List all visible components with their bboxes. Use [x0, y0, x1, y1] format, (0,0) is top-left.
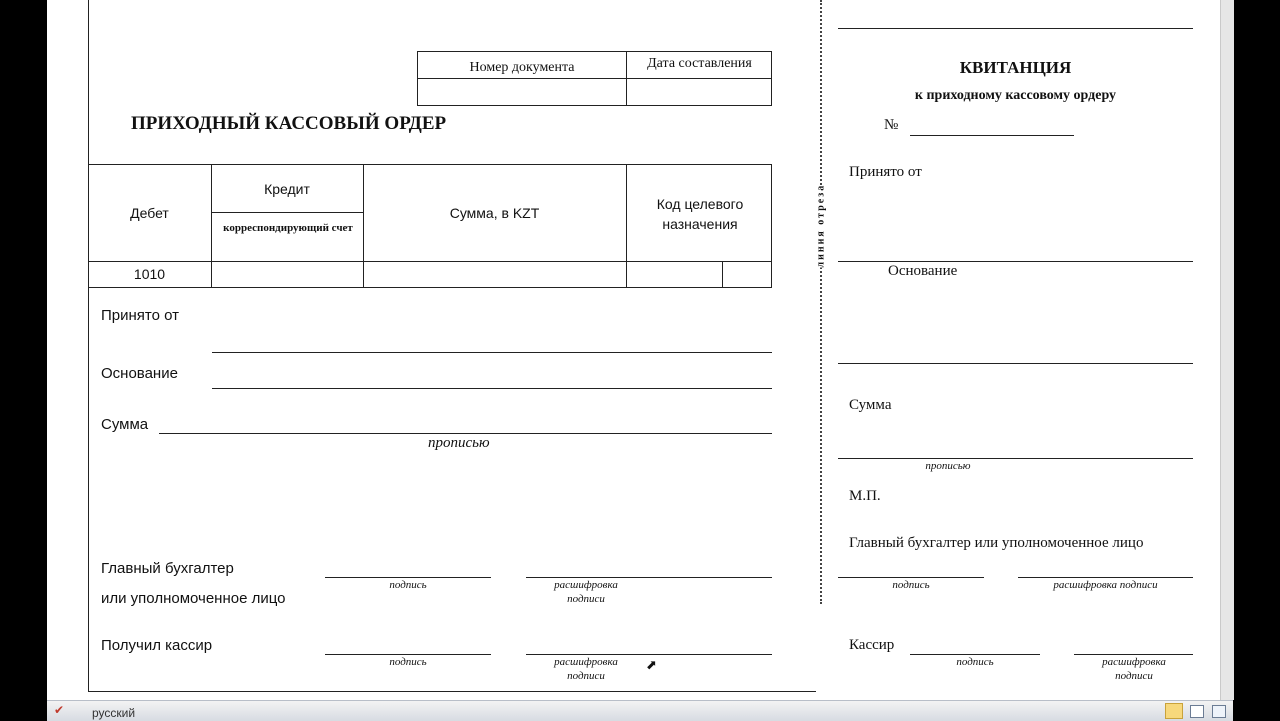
credit-value-cell[interactable]	[212, 263, 362, 286]
acct-col-4	[722, 261, 723, 288]
mouse-cursor-icon: ⬈	[646, 658, 657, 673]
doc-date-value-cell[interactable]	[628, 80, 770, 104]
received-from-label: Принято от	[101, 307, 180, 324]
web-layout-view-icon[interactable]	[1212, 705, 1226, 718]
acct-table-header-bottom	[88, 261, 772, 262]
receipt-chief-accountant-label: Главный бухгалтер или уполномоченное лицо	[849, 535, 1144, 551]
credit-header: Кредит	[264, 181, 310, 197]
sum-label: Сумма	[101, 416, 149, 433]
receipt-stamp-label: М.П.	[849, 488, 881, 504]
receipt-cashier-label: Кассир	[849, 637, 895, 653]
language-indicator[interactable]: русский	[92, 706, 136, 720]
receipt-in-words-caption: прописью	[925, 460, 971, 472]
print-layout-view-icon[interactable]	[1165, 703, 1183, 719]
basis-line[interactable]	[212, 388, 772, 389]
amount-header: Сумма, в KZT	[449, 205, 540, 221]
doc-number-header: Номер документа	[469, 60, 575, 75]
received-from-line[interactable]	[212, 352, 772, 353]
cashier-decoding-caption: расшифровка подписи	[554, 656, 618, 682]
receipt-sum-label: Сумма	[849, 397, 892, 413]
purpose-code-header: Код целевого назначения	[656, 196, 744, 232]
receipt-number-sign: №	[884, 117, 899, 133]
chief-signature-caption: подпись	[389, 579, 427, 591]
vertical-scrollbar[interactable]	[1220, 0, 1234, 700]
receipt-sum-line[interactable]	[838, 458, 1193, 459]
status-bar	[47, 700, 1233, 721]
receipt-chief-decoding-caption: расшифровка подписи	[1053, 579, 1158, 591]
debit-value: 1010	[133, 266, 166, 282]
receipt-title: КВИТАНЦИЯ	[959, 58, 1072, 77]
doc-table-divider	[417, 78, 772, 79]
receipt-cashier-signature-caption: подпись	[956, 656, 994, 668]
order-left-border	[88, 0, 89, 692]
cashier-received-label: Получил кассир	[101, 637, 213, 654]
order-title: ПРИХОДНЫЙ КАССОВЫЙ ОРДЕР	[131, 113, 447, 134]
cashier-signature-caption: подпись	[389, 656, 427, 668]
spellcheck-icon[interactable]: ✔	[54, 703, 65, 717]
receipt-cashier-decoding-caption: расшифровка подписи	[1102, 656, 1166, 682]
credit-subdivider	[211, 212, 363, 213]
receipt-number-line[interactable]	[910, 135, 1074, 136]
chief-decoding-caption: расшифровка подписи	[554, 579, 618, 605]
receipt-subtitle: к приходному кассовому ордеру	[914, 88, 1117, 103]
receipt-basis-line[interactable]	[838, 363, 1193, 364]
debit-header: Дебет	[130, 205, 169, 221]
authorized-person-label: или уполномоченное лицо	[101, 590, 286, 607]
order-bottom-border	[88, 691, 816, 692]
receipt-received-from-line[interactable]	[838, 261, 1193, 262]
receipt-received-from-label: Принято от	[849, 164, 922, 180]
acct-table-top	[88, 164, 772, 165]
full-screen-view-icon[interactable]	[1190, 705, 1204, 718]
doc-date-header: Дата составления	[647, 56, 752, 71]
receipt-top-line	[838, 28, 1193, 29]
corr-account-header: корреспондирующий счет	[223, 222, 353, 234]
receipt-chief-signature-caption: подпись	[892, 579, 930, 591]
receipt-basis-label: Основание	[888, 263, 958, 279]
chief-accountant-label: Главный бухгалтер	[101, 560, 234, 577]
basis-label: Основание	[101, 365, 178, 382]
doc-number-value-cell[interactable]	[418, 80, 625, 104]
sum-line[interactable]	[159, 433, 772, 434]
acct-col-5	[771, 164, 772, 288]
amount-value-cell[interactable]	[364, 263, 625, 286]
cut-line-dotted	[820, 0, 822, 604]
acct-col-3	[626, 164, 627, 288]
acct-table-bottom	[88, 287, 772, 288]
sum-in-words-caption: прописью	[428, 435, 490, 451]
